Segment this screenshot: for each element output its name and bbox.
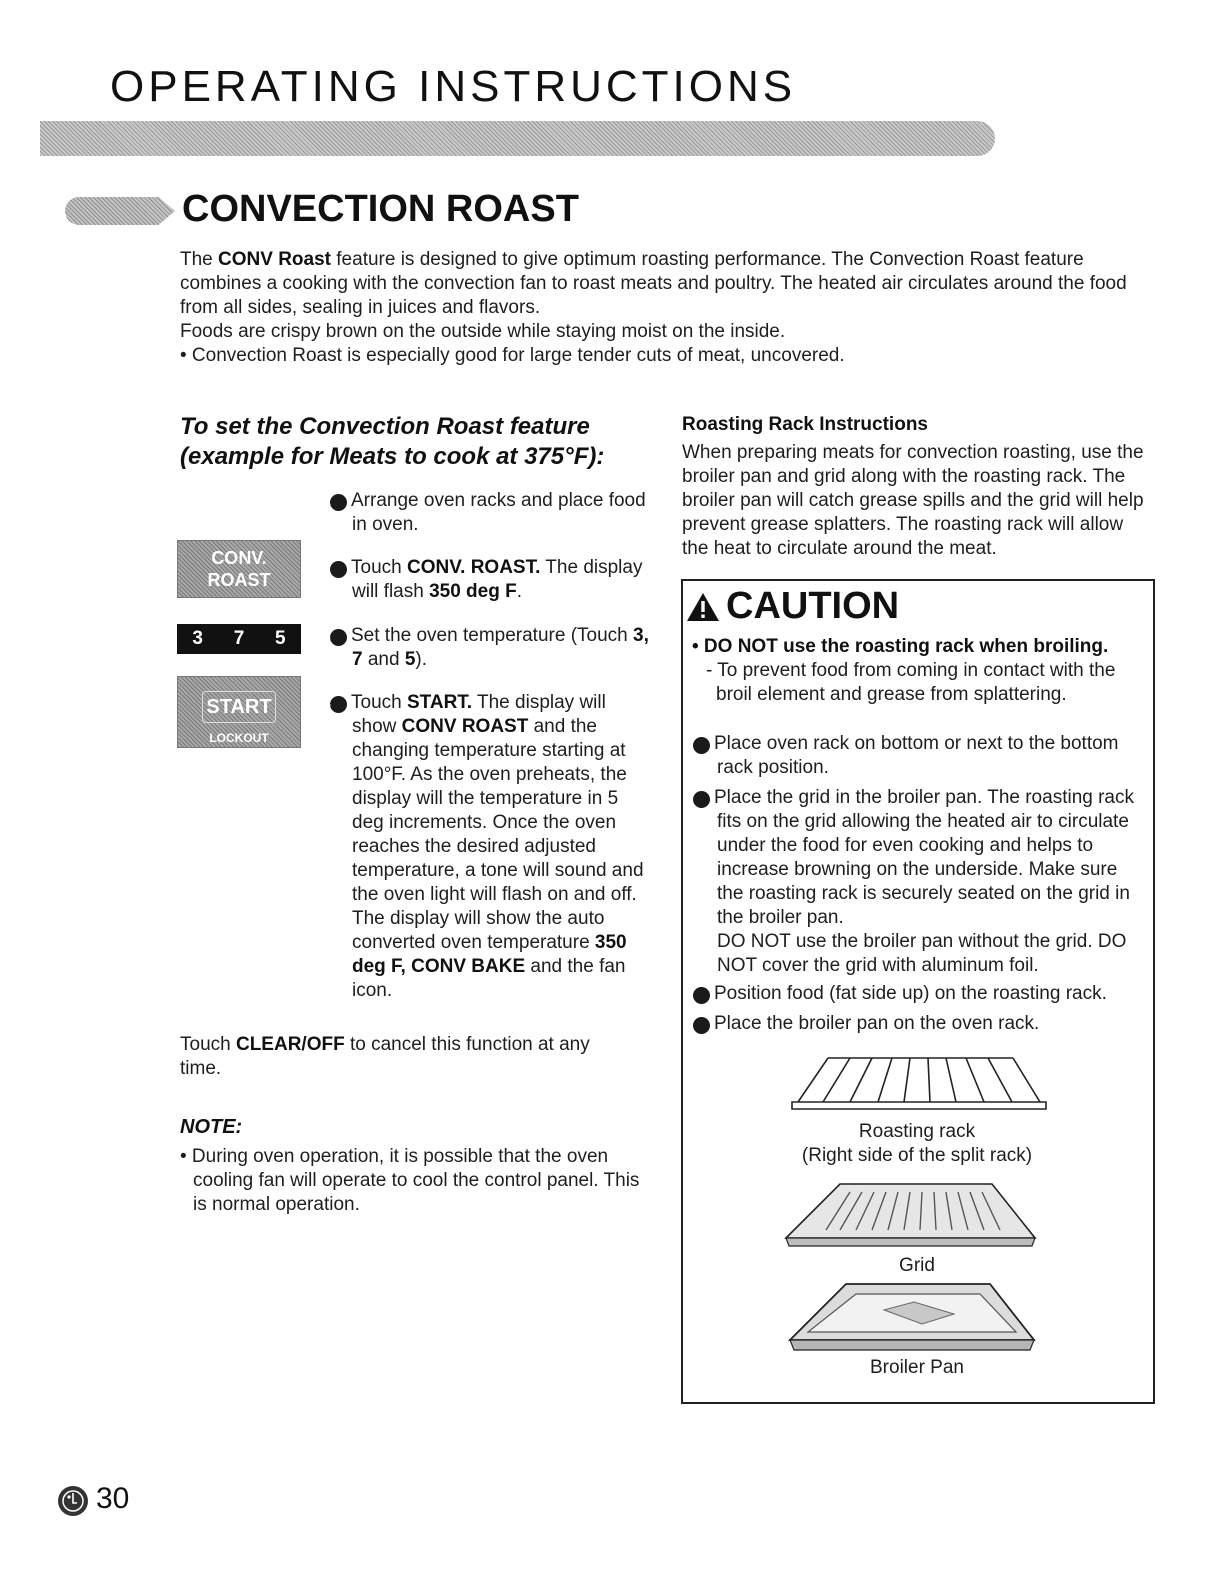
grid-illustration [780, 1180, 1040, 1252]
step-bold: 3, 7 [352, 625, 649, 670]
setup-heading [180, 412, 650, 472]
lockout-label: LOCKOUT [209, 731, 269, 745]
step-text: Position food (fat side up) on the roasting rack. [714, 983, 1107, 1004]
rack-step [686, 982, 1148, 1006]
step-text: Place the grid in the broiler pan. The roasting rack fits on the grid allowing the heated air to circulate under the food for even cooking and helps to increase browning on the underside. Make sure the roasting rack is securely seated on the grid in the broiler pan. [714, 787, 1134, 928]
note-title: NOTE: [180, 1116, 243, 1138]
page-header: OPERATING INSTRUCTIONS [110, 62, 797, 111]
step-text: Arrange oven racks and place food in oven. [351, 490, 646, 535]
step-text: and the changing temperature starting at 100°F. As the oven preheats, the display will the temperature in 5 deg increments. Once the oven reaches the desired adjusted temperature, a tone will sound and the oven light will flash on and off. The display will show the auto converted oven temperature [352, 716, 644, 953]
lg-logo-mark [58, 1486, 88, 1516]
intro-bold: CONV Roast [218, 249, 331, 270]
clear-text-run: Touch [180, 1034, 236, 1055]
caution-sub-line: - To prevent food from coming in contact with the broil element and grease from splattering. [706, 660, 1116, 705]
intro-paragraph-2: Foods are crispy brown on the outside while staying moist on the inside. [180, 321, 786, 342]
header-band [40, 121, 995, 156]
conv-roast-key[interactable] [177, 540, 301, 598]
digit-key-7[interactable]: 7 [233, 628, 245, 649]
note-text [180, 1145, 650, 1217]
step-bold: 350 deg F [429, 581, 517, 602]
step-text: . [516, 581, 523, 602]
setup-step [324, 624, 650, 672]
step-bold: CONV. ROAST. [406, 557, 541, 578]
step-number: 1 [693, 737, 710, 754]
setup-heading-line: To set the Convection Roast feature [180, 413, 590, 440]
rack-step [686, 1012, 1148, 1036]
step-bold: START. [406, 692, 473, 713]
conv-key-label: CONV. [211, 548, 267, 568]
section-title: CONVECTION ROAST [182, 188, 579, 230]
number-keys[interactable] [177, 624, 301, 654]
caution-warning: • DO NOT use the roasting rack when broiling. [692, 636, 1109, 657]
step-number: 4 [330, 696, 347, 713]
setup-step [324, 556, 650, 604]
section-marker [65, 197, 175, 225]
caution-title-text: CAUTION [726, 585, 900, 627]
page-number: 30 [96, 1482, 130, 1515]
step-number: 2 [330, 561, 347, 578]
rack-step [686, 732, 1148, 780]
step-number: 1 [330, 494, 347, 511]
lg-logo-icon [58, 1486, 88, 1516]
setup-step [324, 691, 650, 1003]
step-number: 3 [693, 987, 710, 1004]
caution-subtext [706, 659, 1151, 707]
clear-bold: CLEAR/OFF [235, 1034, 345, 1055]
setup-heading-line: (example for Meats to cook at 375°F): [180, 443, 605, 470]
roasting-rack-caption [781, 1120, 1053, 1168]
caption-line: (Right side of the split rack) [801, 1145, 1033, 1166]
digit-key-5[interactable]: 5 [275, 628, 286, 649]
start-key-label: START [202, 691, 276, 723]
step-number: 2 [693, 791, 710, 808]
rack-step [686, 786, 1148, 978]
caution-title [686, 585, 899, 628]
intro-text [180, 248, 1165, 368]
intro-text-run: feature is designed to give optimum roasting performance. The Convection Roast feature combines a cooking with the convection fan to roast meats and poultry. The heated air circulates around the food from all sides, sealing in juices and flavors. [180, 249, 1127, 318]
step-text: Touch [351, 557, 407, 578]
intro-text-run: The [180, 249, 219, 270]
note-bullet: • During oven operation, it is possible that the oven cooling fan will operate to cool the control panel. This is normal operation. [180, 1146, 640, 1215]
caption-line: Roasting rack [858, 1121, 976, 1142]
roast-key-label: ROAST [207, 570, 271, 590]
step-text: and the fan icon. [352, 956, 626, 1001]
step-text: Place the broiler pan on the oven rack. [714, 1013, 1040, 1034]
rack-instructions-text: When preparing meats for convection roasting, use the broiler pan and grid along with the roasting rack. The broiler pan will catch grease spills and the grid will help prevent grease splatters. The roasting rack will allow the heat to circulate around the meat. [682, 442, 1144, 559]
clear-off-text [180, 1033, 630, 1081]
step-number: 3 [330, 629, 347, 646]
step-text: The display will flash [352, 557, 643, 602]
digit-key-3[interactable]: 3 [192, 628, 203, 649]
rack-instructions-title: Roasting Rack Instructions [682, 414, 928, 435]
grid-caption: Grid [899, 1255, 935, 1276]
intro-bullet: • Convection Roast is especially good for large tender cuts of meat, uncovered. [180, 345, 845, 366]
start-key[interactable] [177, 676, 301, 748]
roasting-rack-illustration [788, 1052, 1050, 1114]
step-text: The display will show [352, 692, 606, 737]
step-text: Set the oven temperature (Touch [351, 625, 633, 646]
broiler-pan-illustration [784, 1280, 1040, 1354]
warning-icon [686, 592, 720, 622]
step-text: Touch [351, 692, 407, 713]
step-bold: 350 deg F, CONV BAKE [352, 932, 627, 977]
clear-text-run: to cancel this function at any time. [180, 1034, 590, 1079]
step-text: ). [415, 649, 428, 670]
step-text: and [362, 649, 405, 670]
step-text: DO NOT use the broiler pan without the grid. DO NOT cover the grid with aluminum foil. [717, 931, 1127, 976]
step-number: 4 [693, 1017, 710, 1034]
step-bold: CONV ROAST [401, 716, 529, 737]
intro-paragraph [180, 248, 1165, 320]
step-text: Place oven rack on bottom or next to the bottom rack position. [714, 733, 1119, 778]
broiler-pan-caption: Broiler Pan [870, 1357, 964, 1378]
setup-step [324, 489, 650, 537]
step-bold: 5 [404, 649, 416, 670]
